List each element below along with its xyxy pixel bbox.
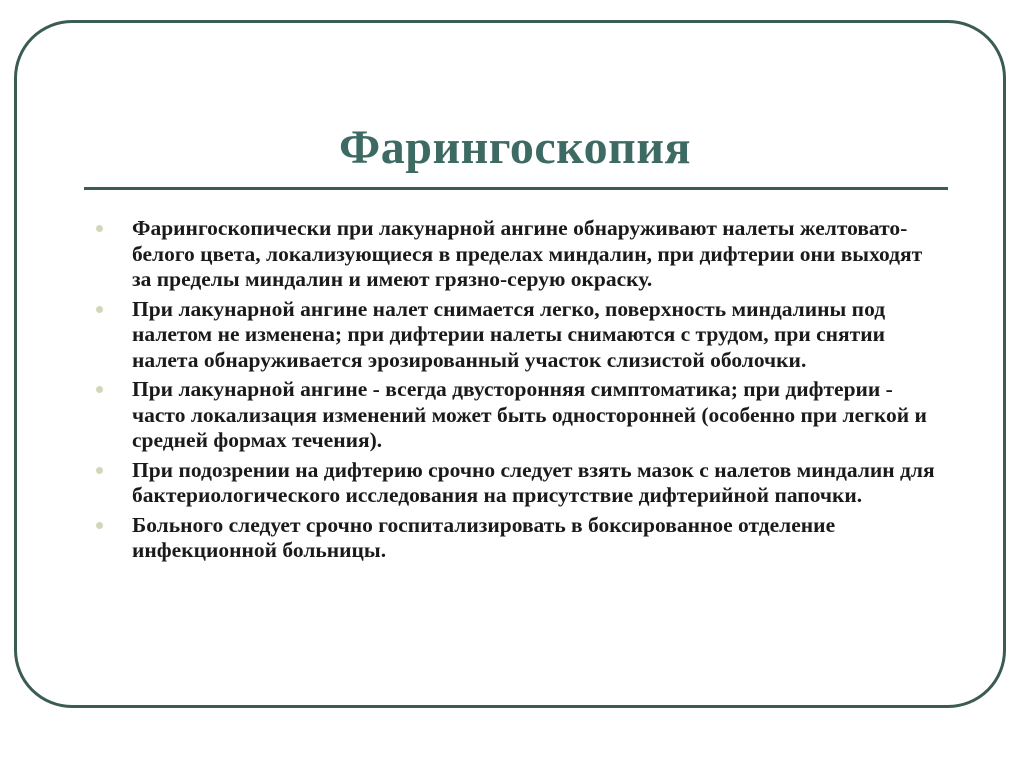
bullet-dot-icon xyxy=(96,522,103,529)
bullet-text: Фарингоскопически при лакунарной ангине обнаруживают налеты желтовато-белого цвета, локализующиеся в пределах миндалин, при дифтерии они выходят за пределы миндалин и имеют грязно-серую окраску. xyxy=(132,216,923,291)
bullet-text: При лакунарной ангине налет снимается легко, поверхность миндалины под налетом не изменена; при дифтерии налеты снимаются с трудом, при снятии налета обнаруживается эрозированный участок слизистой оболочки. xyxy=(132,296,886,372)
bullet-dot-icon xyxy=(96,225,103,232)
bullet-item xyxy=(92,216,942,293)
bullet-item xyxy=(92,297,942,374)
bullet-text: Больного следует срочно госпитализировать в боксированное отделение инфекционной больницы. xyxy=(132,512,836,562)
bullet-dot-icon xyxy=(96,386,103,393)
bullet-dot-icon xyxy=(96,306,103,313)
bullet-item xyxy=(92,458,942,509)
bullet-item xyxy=(92,377,942,454)
slide-title: Фарингоскопия xyxy=(339,121,691,174)
title-divider xyxy=(84,187,948,190)
bullet-text: При подозрении на дифтерию срочно следует взять мазок с налетов миндалин для бактериологического исследования на присутствие дифтерийной папочки. xyxy=(132,457,935,507)
bullet-dot-icon xyxy=(96,467,103,474)
bullet-text: При лакунарной ангине - всегда двусторонняя симптоматика; при дифтерии - часто локализация изменений может быть односторонней (особенно при легкой и средней формах течения). xyxy=(132,377,927,452)
bullet-item xyxy=(92,513,942,564)
bullet-list xyxy=(92,216,942,568)
